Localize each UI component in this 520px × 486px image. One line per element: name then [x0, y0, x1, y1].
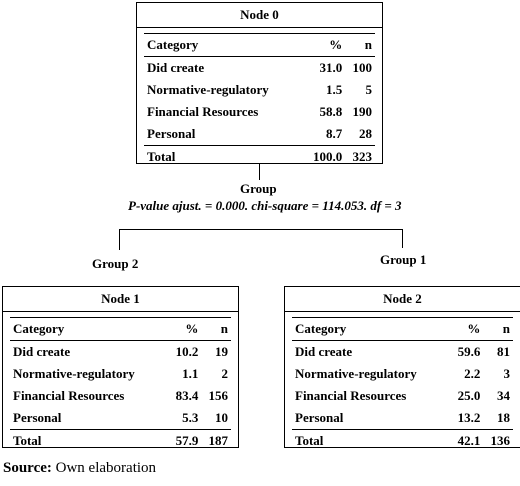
category-cell: Financial Resources — [13, 388, 125, 403]
total-percent: 42.1 — [450, 430, 484, 453]
category-cell: Normative-regulatory — [13, 366, 135, 381]
percent-cell: 2.2 — [464, 366, 481, 381]
node-title: Node 2 — [285, 287, 520, 312]
total-percent: 100.0 — [304, 146, 347, 169]
column-header-percent: % — [304, 34, 347, 57]
column-header-category: Category — [10, 318, 168, 341]
n-cell: 81 — [497, 344, 510, 359]
node-table — [10, 318, 231, 452]
category-cell: Did create — [295, 344, 353, 359]
table-row — [10, 363, 231, 385]
percent-cell: 10.2 — [175, 344, 199, 359]
percent-cell: 59.6 — [457, 344, 481, 359]
total-label: Total — [10, 430, 168, 453]
node-0 — [136, 2, 383, 164]
source-label: Source: — [3, 460, 52, 476]
n-cell: 34 — [497, 388, 510, 403]
percent-cell: 31.0 — [319, 60, 343, 75]
n-cell: 2 — [221, 366, 228, 381]
percent-cell: 25.0 — [457, 388, 481, 403]
category-cell: Financial Resources — [147, 104, 259, 119]
percent-cell: 8.7 — [325, 126, 343, 141]
node-title: Node 0 — [137, 3, 382, 28]
n-cell: 19 — [215, 344, 228, 359]
percent-cell: 58.8 — [319, 104, 343, 119]
branch-label-left: Group 2 — [92, 256, 139, 271]
category-cell: Personal — [295, 410, 344, 425]
n-cell: 3 — [503, 366, 510, 381]
n-cell: 100 — [352, 60, 372, 75]
category-cell: Did create — [13, 344, 71, 359]
table-header-row — [292, 318, 513, 341]
n-cell: 28 — [359, 126, 372, 141]
percent-cell: 5.3 — [182, 410, 199, 425]
n-cell: 156 — [208, 388, 228, 403]
total-row — [144, 146, 375, 169]
total-row — [292, 430, 513, 453]
percent-cell: 1.1 — [182, 366, 199, 381]
total-percent: 57.9 — [168, 430, 202, 453]
table-row — [292, 363, 513, 385]
table-row — [144, 57, 375, 80]
branch-label-right: Group 1 — [380, 252, 427, 267]
node-table — [144, 34, 375, 168]
total-row — [10, 430, 231, 453]
column-header-category: Category — [144, 34, 304, 57]
node-table — [292, 318, 513, 452]
n-cell: 190 — [352, 104, 372, 119]
column-header-category: Category — [292, 318, 450, 341]
percent-cell: 13.2 — [457, 410, 481, 425]
category-cell: Did create — [147, 60, 205, 75]
table-row — [10, 385, 231, 407]
total-n: 187 — [202, 430, 231, 453]
table-row — [144, 79, 375, 101]
total-label: Total — [292, 430, 450, 453]
node-1 — [2, 286, 239, 448]
split-statistics: P-value ajust. = 0.000. chi-square = 114.053. df = 3 — [128, 198, 402, 213]
table-row — [292, 407, 513, 430]
column-header-n: n — [346, 34, 375, 57]
column-header-percent: % — [450, 318, 484, 341]
node-title: Node 1 — [3, 287, 238, 312]
percent-cell: 83.4 — [175, 388, 199, 403]
category-cell: Financial Resources — [295, 388, 407, 403]
table-row — [144, 101, 375, 123]
source-note — [3, 460, 156, 477]
category-cell: Personal — [13, 410, 62, 425]
percent-cell: 1.5 — [325, 82, 343, 97]
table-row — [292, 385, 513, 407]
column-header-n: n — [484, 318, 513, 341]
column-header-n: n — [202, 318, 231, 341]
node-2 — [284, 286, 520, 448]
table-header-row — [144, 34, 375, 57]
table-row — [292, 341, 513, 364]
table-row — [144, 123, 375, 146]
split-variable: Group — [240, 181, 277, 196]
total-n: 323 — [346, 146, 375, 169]
table-row — [10, 341, 231, 364]
total-label: Total — [144, 146, 304, 169]
table-header-row — [10, 318, 231, 341]
source-text: Own elaboration — [51, 460, 157, 476]
column-header-percent: % — [168, 318, 202, 341]
total-n: 136 — [484, 430, 513, 453]
n-cell: 18 — [497, 410, 510, 425]
category-cell: Personal — [147, 126, 196, 141]
category-cell: Normative-regulatory — [147, 82, 269, 97]
n-cell: 10 — [215, 410, 228, 425]
category-cell: Normative-regulatory — [295, 366, 417, 381]
table-row — [10, 407, 231, 430]
n-cell: 5 — [365, 82, 372, 97]
